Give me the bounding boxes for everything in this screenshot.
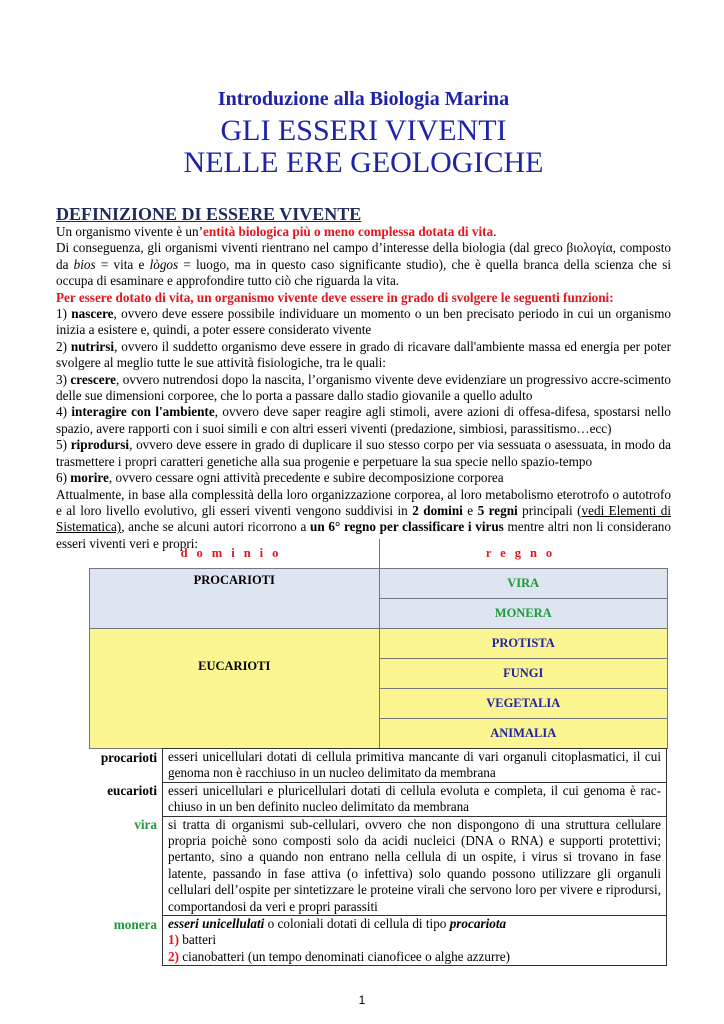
table-row	[96, 749, 667, 783]
function-item: 6) morire, ovvero cessare ogni attività precedente e subire decomposizione corporea	[56, 470, 504, 486]
description-table	[96, 748, 667, 966]
paragraph-functions-intro: Per essere dotato di vita, un organismo vivente deve essere in grado di svolgere le seguenti funzioni:	[56, 289, 614, 305]
row-label-monera: monera	[113, 916, 157, 932]
page-number: 1	[358, 993, 366, 1007]
function-item: 3) crescere, ovvero nutrendosi dopo la nascita, l’organismo vivente deve evidenziare un progressivo accre-scimento delle sue dimensioni corporee, che lo porta a passare dallo stadio giovanile a quello adulto	[56, 371, 671, 404]
function-item: 5) riprodursi, ovvero deve essere in grado di duplicare il suo stesso corpo per via sessuata o asessuata, in modo da trasmettere i propri caratteri genetiche alla sua progenie e perpetuare la sua specie nello spazio-tempo	[56, 437, 671, 469]
row-text-eucarioti: esseri unicellulari e pluricellulari dotati di cellula evoluta e completa, il cui genoma è rac-chiuso in un ben definito nucleo delimitato da membrana	[163, 782, 667, 816]
function-item: 4) interagire con l'ambiente, ovvero deve saper reagire agli stimoli, avere azioni di offesa-difesa, spostarsi nello spazio, avere rapporti con i suoi simili e con altri esseri viventi (predazione, simbiosi, parassitismo…ecc)	[56, 404, 671, 436]
kingdom-vegetalia: VEGETALIA	[379, 689, 668, 719]
column-header-dominio: dominio	[90, 539, 380, 569]
column-header-regno: regno	[485, 546, 562, 560]
row-label-eucarioti: eucarioti	[107, 783, 157, 799]
sistematica-link[interactable]: vedi Elementi di Sistematica)	[56, 502, 671, 535]
document-title-line2: NELLE ERE GEOLOGICHE	[183, 146, 544, 179]
row-text-procarioti: esseri unicellulari dotati di cellula primitiva mancante di vari organuli citoplasmatici, il cui genoma non è racchiuso in un nucleo delimitato da membrana	[163, 749, 667, 783]
kingdom-animalia: ANIMALIA	[379, 719, 668, 749]
paragraph-biology: Di conseguenza, gli organismi viventi rientrano nel campo d’interesse della biologia (dal greco βιολογία, composto da bios = vita e lògos = luogo, ma in questo caso significante studio), che è quella branca della scienza che si occupa di esaminare e approfondire tutto ciò che riguarda la vita.	[56, 240, 671, 289]
table-row	[96, 916, 667, 966]
table-row	[96, 816, 667, 915]
kingdom-protista: PROTISTA	[379, 629, 668, 659]
paragraph-classification: Attualmente, in base alla complessità della loro organizzazione corporea, al loro metabolismo eterotrofo o autotrofo e al loro livello evolutivo, gli esseri viventi vengono suddivisi in 2 domini e 5 regni principali (vedi Elementi di Sistematica), anche se alcuni autori ricorrono a un 6° regno per classificare i virus mentre altri non li considerano esseri viventi veri e propri:	[56, 486, 671, 551]
section-heading: DEFINIZIONE DI ESSERE VIVENTE	[56, 204, 362, 224]
document-subtitle: Introduzione alla Biologia Marina	[217, 88, 510, 110]
function-item: 1) nascere, ovvero deve essere possibile individuare un momento o un ben precisato periodo in cui un organismo inizia a esistere e, quindi, a poter essere considerato vivente	[56, 306, 671, 338]
domain-eucarioti: EUCARIOTI	[90, 629, 380, 749]
kingdom-vira: VIRA	[379, 569, 668, 599]
function-item: 2) nutrirsi, ovvero il suddetto organismo deve essere in grado di ricavare dall'ambiente massa ed energia per poter svolgere al meglio tutte le sue attività fisiologiche, tra le quali:	[56, 338, 671, 371]
kingdom-fungi: FUNGI	[379, 659, 668, 689]
body-text	[56, 224, 671, 552]
domain-procarioti: PROCARIOTI	[90, 569, 380, 629]
table-header-row	[90, 539, 668, 569]
domain-kingdom-table	[89, 539, 668, 749]
paragraph-definition: Un organismo vivente è un’entità biologica più o meno complessa dotata di vita.	[56, 224, 497, 239]
kingdom-monera: MONERA	[379, 599, 668, 629]
row-label-vira: vira	[134, 817, 157, 833]
row-text-vira: si tratta di organismi sub-cellulari, ovvero che non dispongono di una struttura cellulare propria poichè sono composti solo da acidi nucleici (DNA o RNA) e supporti protettivi; pertanto, sino a quando non entrano nella cellula di un ospite, i virus si trovano in fase latente, passando in fase attiva (o infettiva) solo quando possono utilizzare gli organuli cellulari dell’ospite per sintetizzare le proteine virali che servono loro per vivere e riprodursi, comportandosi da veri e propri parassiti	[163, 816, 667, 915]
document-title-line1: GLI ESSERI VIVENTI	[220, 114, 507, 147]
row-text-monera: esseri unicellulati o coloniali dotati di cellula di tipo procariota 1) batteri 2) cianobatteri (un tempo denominati cianoficee o alghe azzurre)	[163, 916, 667, 966]
row-label-procarioti: procarioti	[100, 749, 157, 765]
table-row	[96, 782, 667, 816]
